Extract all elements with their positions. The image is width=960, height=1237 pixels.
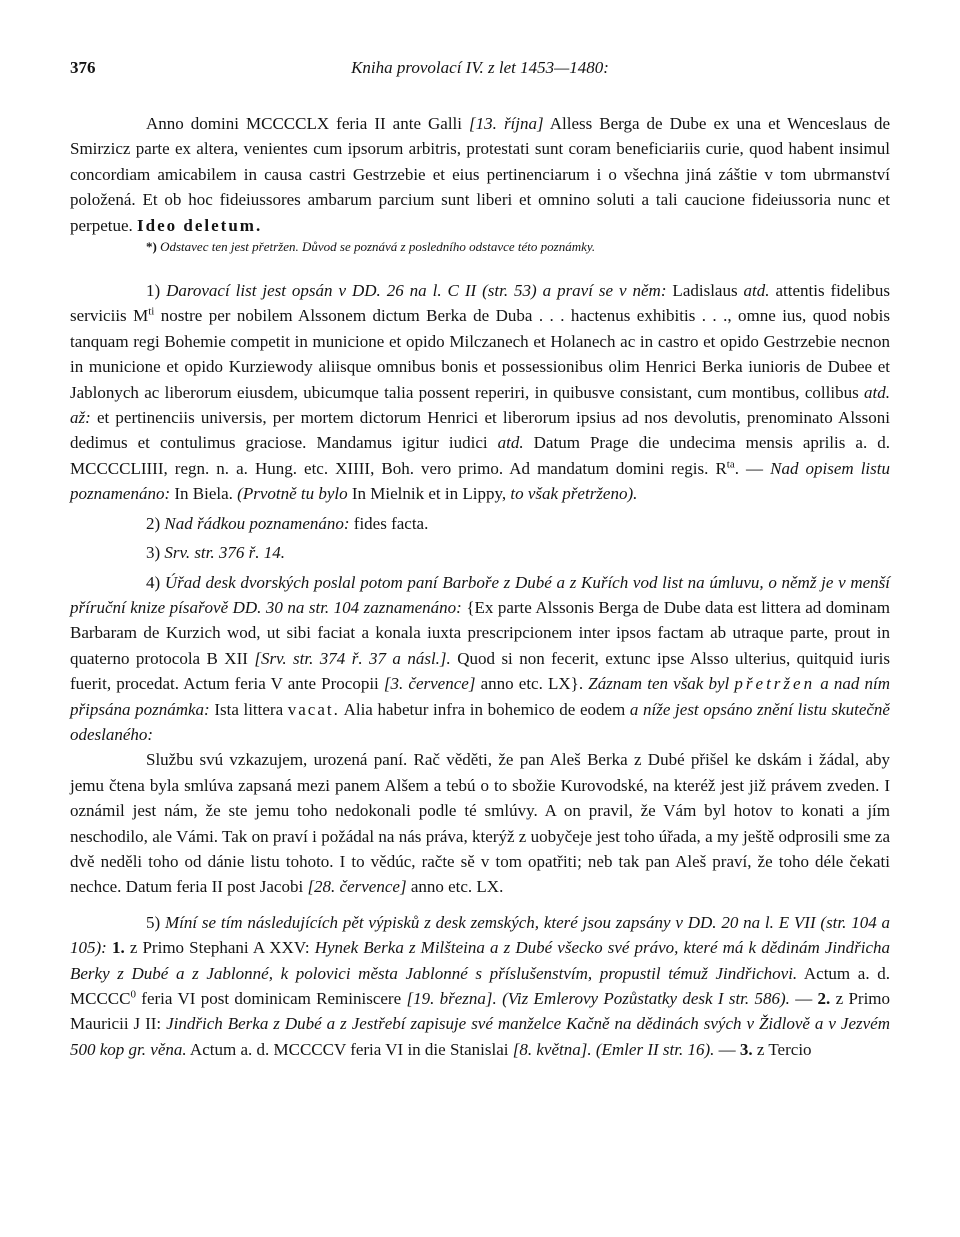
note4-text-l: Alia habetur infra in bohemico de eodem [339,699,630,719]
note5-text-m: Actum a. d. MCCCCV feria VI in die Stanislai [186,1039,513,1059]
note4-text-f: anno etc. LX}. [475,674,589,694]
note4-italic-h: přetržen [734,674,816,694]
entry-date: [13. října] [469,114,544,133]
note-3 [70,540,890,565]
note5-italic-d: Hynek Berka z Milšteina a z Dubé všecko své právo, které má k dědinám Jindřicha Berky z Dubé a z Jablonné, k polovici města Jablonné s příslušenstvím, propustil témuž Jindřichovi. [70,938,891,983]
note1-italic-g: atd. až: [70,382,890,428]
note5-bold-p: 3. [739,1039,753,1059]
note-4 [70,570,890,748]
note1-italic-m: Nad opisem listu poznamenáno: [70,458,890,504]
czech-letter [70,747,890,899]
note5-text-o: — [714,1039,740,1059]
note1-text-j: Datum Prage die undecima mensis aprilis a. d. MCCCCLIIII, regn. n. a. Hung. etc. XIIII, Boh. vero primo. Ad mandatum domini regis. R [70,433,890,478]
note-5 [70,910,890,1062]
note5-italic-h: [19. března]. (Viz Emlerovy Pozůstatky desk I str. 586). [406,989,790,1008]
note1-italic-c: atd. [743,281,770,301]
note1-italic-q: to však přetrženo). [510,484,638,504]
note4-italic-i: a nad ním připsána poznámka: [70,674,891,719]
note4-text-b: {Ex parte Alssonis Berga de Dube data est littera ad dominam Barbaram de Kurzich wod, ut sibi faciat a konala iuxta prescripcionem inter ipsos factam ab utraque parte, prout in quaterno protocola B XII [70,597,891,668]
note5-text-k: z Primo Mauricii J II: [70,989,891,1034]
note-number: 4) [146,572,161,592]
note1-text-b: Ladislaus [666,281,744,301]
note4-italic-g: Záznam ten však byl [588,674,735,694]
note1-text-p: In Mielnik et in Lippy, [347,484,511,504]
note5-text-q: z Tercio [752,1039,812,1059]
note2-text-b: fides facta. [349,513,429,533]
note2-italic-a: Nad řádkou poznamenáno: [164,513,350,533]
note4-text-j: Ista littera [209,699,288,719]
note1-sup-k: ta [726,458,735,471]
note4-italic-e: [3. července] [383,674,476,694]
notes-section [70,278,890,1062]
note-number: 3) [146,543,161,563]
note5-text-e: Actum a. d. MCCCC [70,963,890,1008]
letter-text-a: Službu svú vzkazujem, urozená paní. Rač věděti, že pan Aleš Berka z Dubé přišel ke dskám i žádal, aby jemu čtena byla smlúva zapsaná mezi panem Alšem a tebú o to sbožie Kurovodské, na kteréž jest již právem zveden. I oznámil jest nám, že ste jemu toho nedokonali podle té smlúvy. A on pravil, že Vám byl hotov to konati a jím neschodilo, ale Vámi. Tak on praví i požádal na nás práva, kterýž z uobyčeje jest toho úřada, a my ještě odprosili sme za dvě neděli toho od dánie listu tohoto. I to vědúc, račte sě v tom opatřiti; neb tak pan Aleš praví, že toho déle čekati nechce. Datum feria II post Jacobi [70,750,890,897]
note1-sup-e: ti [148,305,155,318]
note5-text-i: — [789,989,818,1008]
note3-italic-a: Srv. str. 376 ř. 14. [164,543,286,563]
note1-italic-i: atd. [497,433,524,453]
note5-bold-b: 1. [106,938,125,958]
star-footnote [146,238,890,256]
page-number: 376 [70,58,96,77]
note4-italic-c: [Srv. str. 374 ř. 37 a násl.]. [254,648,451,668]
note-number: 1) [146,281,161,301]
note5-text-g: feria VI post dominicam Reminiscere [135,989,407,1008]
note4-italic-m: a níže jest opsáno znění listu skutečně odeslaného: [70,699,890,744]
note1-italic-a: Darovací list jest opsán v DD. 26 na l. C II (str. 53) a praví se v něm: [166,281,667,301]
note5-sup-f: 0 [130,988,136,1001]
page [70,58,890,1062]
note5-bold-j: 2. [817,989,831,1008]
note4-italic-a: Úřad desk dvorských poslal potom paní Barboře z Dubé a z Kuřích vod list na úmluvu, o němž je v menší příruční knize písařově DD. 30 na str. 104 zaznamenáno: [70,572,891,617]
note1-text-h: et pertinenciis universis, per mortem dictorum Henrici et liberorum ipsius ad nos devolutis, prenominato Alssoni dedimus et contulimus graciose. Mandamus igitur iudici [70,408,890,453]
note4-text-d: Quod si non fecerit, extunc ipse Alsso ulterius, quitquid iuris fuerit, procedat. Actum feria V ante Procopii [70,648,890,694]
note5-text-c: z Primo Stephani A XXV: [124,938,315,958]
note-number: 2) [146,513,161,533]
note1-text-l: . — [734,458,771,478]
note-1 [70,278,890,507]
page-header [70,58,890,86]
note1-text-f: nostre per nobilem Alssonem dictum Berka de Duba . . . hactenus exhibitis . . ., omne ius, quod nobis tanquam regi Bohemie competit in municione et opido Milczanech et Holanech ac in castro et opido Gestrzebie necnon in municione et opido Kurziewody aliisque omnibus bonis et possessionibus olim Henrici Berka iunioris de Dubee et Jablonych ac liberorum eiusdem, ubicumque talia possent reperiri, in quibusve consistant, cum montibus, collibus [70,306,890,402]
entry-text-1: Anno domini MCCCCLX feria II ante Galli [146,114,470,133]
letter-date: [28. července] [307,877,407,897]
letter-text-c: anno etc. LX. [406,877,504,897]
entry-paragraph [70,111,890,238]
note1-text-d: attentis fidelibus serviciis M [70,281,890,326]
entry-deletum: Ideo deletum. [137,215,263,235]
entry-text-2: Alless Berga de Dube ex una et Wenceslaus de Smirzicz parte ex altera, venientes cum ipsorum arbitris, protestati sunt coram beneficiariis curie, quod habent insimul concordiam amicabilem in causa castri Gestrzebie et eius pertinenciarum i o všechna jiná záštie v tom ubrmanství položená. Et ob hoc fideiussores ambarum parcium sunt liberi et omnino soluti a tali caucione fideiussoria nunc et perpetue. [70,114,891,235]
note-number: 5) [146,912,161,932]
note5-italic-l: Jindřich Berka z Dubé a z Jestřebí zapisuje své manželce Kačně na dědinách svých v Židlově a v Jezvém 500 kop gr. věna. [70,1014,890,1059]
note5-italic-a: Míní se tím následujících pět výpisků z desk zemských, které jsou zapsány v DD. 20 na l. E VII (str. 104 a 105): [70,912,890,958]
note4-vacat: vacat. [287,699,340,719]
running-title: Kniha provolací IV. z let 1453—1480: [351,58,609,77]
note1-text-n: In Biela. [170,484,238,504]
note-2 [70,511,890,536]
note5-italic-n: [8. května]. (Emler II str. 16). [512,1039,715,1059]
star-mark: *) [146,239,157,255]
star-note-text: Odstavec ten jest přetržen. Důvod se poznává z posledního odstavce této poznámky. [160,239,596,255]
note1-italic-o: (Prvotně tu bylo [237,484,348,504]
